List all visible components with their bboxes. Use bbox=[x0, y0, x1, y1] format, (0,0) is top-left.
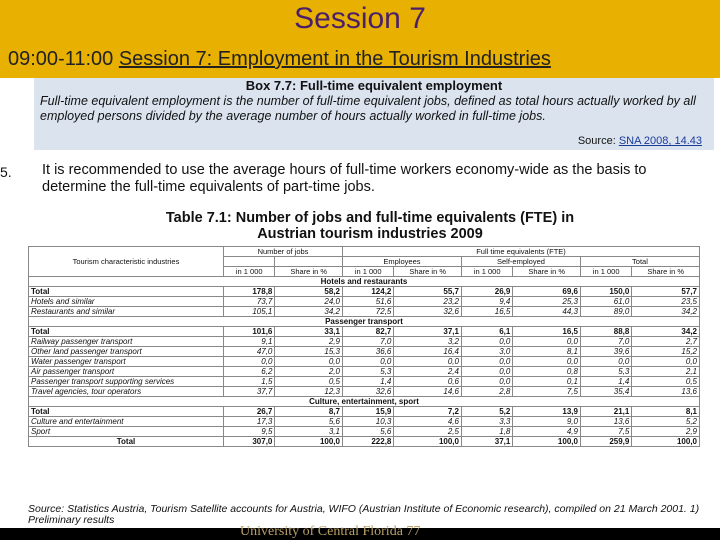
footer-university: University of Central Florida bbox=[240, 524, 403, 539]
table-cell: 82,7 bbox=[342, 327, 393, 337]
table-cell: 35,4 bbox=[580, 387, 631, 397]
table-row bbox=[29, 407, 700, 417]
table-cell: 12,3 bbox=[275, 387, 343, 397]
row-label: Culture and entertainment bbox=[29, 417, 224, 427]
table-cell: 0,0 bbox=[461, 337, 512, 347]
table-cell: 0,0 bbox=[394, 357, 462, 367]
box-source bbox=[578, 135, 702, 147]
table-cell: 1,5 bbox=[224, 377, 275, 387]
table-cell: 0,5 bbox=[632, 377, 700, 387]
col-share: Share in % bbox=[513, 267, 581, 277]
row-label: Railway passenger transport bbox=[29, 337, 224, 347]
table-cell: 3,0 bbox=[461, 347, 512, 357]
table-cell: 8,7 bbox=[275, 407, 343, 417]
table-cell: 0,0 bbox=[632, 357, 700, 367]
table-cell: 8,1 bbox=[632, 407, 700, 417]
table-cell: 178,8 bbox=[224, 287, 275, 297]
table-cell: 51,6 bbox=[342, 297, 393, 307]
row-label: Air passenger transport bbox=[29, 367, 224, 377]
table-row bbox=[29, 377, 700, 387]
table-cell: 10,3 bbox=[342, 417, 393, 427]
box-source-link[interactable]: SNA 2008, 14.43 bbox=[618, 135, 702, 147]
grand-total-label: Total bbox=[29, 437, 224, 447]
session-heading bbox=[8, 48, 551, 71]
paragraph-number: 5. bbox=[0, 164, 12, 180]
table-cell: 5,2 bbox=[632, 417, 700, 427]
table-cell: 23,2 bbox=[394, 297, 462, 307]
table-title: Table 7.1: Number of jobs and full-time equivalents (FTE) in Austrian tourism industries 2009 bbox=[165, 210, 575, 242]
table-cell: 101,6 bbox=[224, 327, 275, 337]
table-cell: 55,7 bbox=[394, 287, 462, 297]
table-cell: 73,7 bbox=[224, 297, 275, 307]
table-cell: 100,0 bbox=[513, 437, 581, 447]
table-cell: 6,2 bbox=[224, 367, 275, 377]
table-cell: 7,2 bbox=[394, 407, 462, 417]
jobs-sub-blank bbox=[275, 257, 343, 267]
table-row bbox=[29, 327, 700, 337]
table-cell: 3,1 bbox=[275, 427, 343, 437]
table-cell: 0,0 bbox=[461, 357, 512, 367]
table-cell: 39,6 bbox=[580, 347, 631, 357]
table-cell: 1,4 bbox=[580, 377, 631, 387]
table-cell: 150,0 bbox=[580, 287, 631, 297]
table-cell: 34,2 bbox=[632, 307, 700, 317]
definition-box bbox=[34, 78, 714, 150]
col-in1000: in 1 000 bbox=[342, 267, 393, 277]
table-cell: 24,0 bbox=[275, 297, 343, 307]
total-header: Total bbox=[580, 257, 699, 267]
table-cell: 44,3 bbox=[513, 307, 581, 317]
row-label: Restaurants and similar bbox=[29, 307, 224, 317]
row-label: Hotels and similar bbox=[29, 297, 224, 307]
table-cell: 0,8 bbox=[513, 367, 581, 377]
section-header: Culture, entertainment, sport bbox=[29, 397, 700, 407]
table-cell: 58,2 bbox=[275, 287, 343, 297]
row-label: Total bbox=[29, 327, 224, 337]
table-row bbox=[29, 417, 700, 427]
grand-total-row bbox=[29, 437, 700, 447]
table-row bbox=[29, 357, 700, 367]
table-cell: 259,9 bbox=[580, 437, 631, 447]
table-cell: 5,6 bbox=[275, 417, 343, 427]
table-cell: 6,1 bbox=[461, 327, 512, 337]
document-page bbox=[0, 78, 720, 528]
table-cell: 33,1 bbox=[275, 327, 343, 337]
table-cell: 16,4 bbox=[394, 347, 462, 357]
jobs-sub-blank bbox=[224, 257, 275, 267]
session-header bbox=[0, 40, 720, 78]
table-cell: 9,5 bbox=[224, 427, 275, 437]
table-cell: 0,0 bbox=[461, 377, 512, 387]
table-cell: 16,5 bbox=[461, 307, 512, 317]
box-title: Box 7.7: Full-time equivalent employment bbox=[245, 78, 503, 93]
table-cell: 0,6 bbox=[394, 377, 462, 387]
box-body: Full-time equivalent employment is the number of full-time equivalent jobs, defined as total hours actually worked by all employed persons divided by the average number of hours actually worked in full-time jobs. bbox=[40, 94, 696, 123]
table-cell: 13,6 bbox=[632, 387, 700, 397]
table-cell: 34,2 bbox=[275, 307, 343, 317]
row-label: Passenger transport supporting services bbox=[29, 377, 224, 387]
table-cell: 72,5 bbox=[342, 307, 393, 317]
table-row bbox=[29, 387, 700, 397]
table-cell: 69,6 bbox=[513, 287, 581, 297]
table-cell: 32,6 bbox=[394, 307, 462, 317]
table-cell: 0,0 bbox=[224, 357, 275, 367]
table-cell: 37,7 bbox=[224, 387, 275, 397]
employees-header: Employees bbox=[342, 257, 461, 267]
slide-title: Session 7 bbox=[294, 2, 426, 35]
table-cell: 14,6 bbox=[394, 387, 462, 397]
session-time: 09:00-11:00 bbox=[8, 48, 114, 70]
table-cell: 2,0 bbox=[275, 367, 343, 377]
table-cell: 0,0 bbox=[342, 357, 393, 367]
table-row bbox=[29, 287, 700, 297]
page-number: 77 bbox=[406, 524, 421, 539]
table-cell: 47,0 bbox=[224, 347, 275, 357]
fte-table bbox=[28, 246, 700, 447]
table-cell: 0,1 bbox=[513, 377, 581, 387]
table-cell: 2,1 bbox=[632, 367, 700, 377]
table-row bbox=[29, 297, 700, 307]
fte-header: Full time equivalents (FTE) bbox=[342, 247, 699, 257]
table-cell: 21,1 bbox=[580, 407, 631, 417]
table-cell: 124,2 bbox=[342, 287, 393, 297]
table-cell: 17,3 bbox=[224, 417, 275, 427]
table-cell: 13,9 bbox=[513, 407, 581, 417]
table-cell: 1,8 bbox=[461, 427, 512, 437]
col-in1000: in 1 000 bbox=[224, 267, 275, 277]
jobs-header: Number of jobs bbox=[224, 247, 343, 257]
table-cell: 2,4 bbox=[394, 367, 462, 377]
row-label: Total bbox=[29, 407, 224, 417]
table-cell: 7,5 bbox=[580, 427, 631, 437]
table-row bbox=[29, 347, 700, 357]
table-cell: 3,2 bbox=[394, 337, 462, 347]
table-cell: 7,5 bbox=[513, 387, 581, 397]
table-cell: 9,0 bbox=[513, 417, 581, 427]
table-cell: 57,7 bbox=[632, 287, 700, 297]
table-cell: 3,3 bbox=[461, 417, 512, 427]
section-header: Passenger transport bbox=[29, 317, 700, 327]
col-share: Share in % bbox=[632, 267, 700, 277]
table-cell: 100,0 bbox=[632, 437, 700, 447]
table-source-note: Source: Statistics Austria, Tourism Satellite accounts for Austria, WIFO (Austrian Institute of Economic research), compiled on 21 March 2001. 1) Preliminary results bbox=[28, 503, 700, 526]
table-cell: 0,0 bbox=[461, 367, 512, 377]
recommendation-paragraph: It is recommended to use the average hours of full-time workers economy-wide as the basis to determine the full-time equivalents of part-time jobs. bbox=[42, 162, 647, 195]
table-cell: 25,3 bbox=[513, 297, 581, 307]
table-cell: 9,1 bbox=[224, 337, 275, 347]
table-cell: 105,1 bbox=[224, 307, 275, 317]
table-cell: 5,3 bbox=[342, 367, 393, 377]
table-cell: 26,9 bbox=[461, 287, 512, 297]
row-label: Sport bbox=[29, 427, 224, 437]
row-label: Other land passenger transport bbox=[29, 347, 224, 357]
col-in1000: in 1 000 bbox=[580, 267, 631, 277]
row-label: Water passenger transport bbox=[29, 357, 224, 367]
col-in1000: in 1 000 bbox=[461, 267, 512, 277]
table-cell: 307,0 bbox=[224, 437, 275, 447]
table-cell: 13,6 bbox=[580, 417, 631, 427]
table-cell: 8,1 bbox=[513, 347, 581, 357]
col-share: Share in % bbox=[394, 267, 462, 277]
table-cell: 4,6 bbox=[394, 417, 462, 427]
table-cell: 4,9 bbox=[513, 427, 581, 437]
footer-text bbox=[240, 524, 420, 540]
table-cell: 0,0 bbox=[580, 357, 631, 367]
section-header: Hotels and restaurants bbox=[29, 277, 700, 287]
table-cell: 16,5 bbox=[513, 327, 581, 337]
table-cell: 15,2 bbox=[632, 347, 700, 357]
table-cell: 5,2 bbox=[461, 407, 512, 417]
table-cell: 15,3 bbox=[275, 347, 343, 357]
table-cell: 37,1 bbox=[394, 327, 462, 337]
table-cell: 34,2 bbox=[632, 327, 700, 337]
table-row bbox=[29, 337, 700, 347]
table-cell: 0,0 bbox=[513, 337, 581, 347]
session-link[interactable]: Session 7: Employment in the Tourism Industries bbox=[118, 48, 551, 70]
table-cell: 0,0 bbox=[513, 357, 581, 367]
self-employed-header: Self-employed bbox=[461, 257, 580, 267]
table-cell: 2,9 bbox=[275, 337, 343, 347]
table-cell: 1,4 bbox=[342, 377, 393, 387]
table-cell: 37,1 bbox=[461, 437, 512, 447]
table-cell: 5,6 bbox=[342, 427, 393, 437]
table-cell: 100,0 bbox=[394, 437, 462, 447]
table-cell: 32,6 bbox=[342, 387, 393, 397]
table-cell: 61,0 bbox=[580, 297, 631, 307]
table-cell: 2,8 bbox=[461, 387, 512, 397]
table-cell: 15,9 bbox=[342, 407, 393, 417]
table-cell: 5,3 bbox=[580, 367, 631, 377]
box-source-prefix: Source: bbox=[577, 135, 619, 147]
table-cell: 2,7 bbox=[632, 337, 700, 347]
table-row bbox=[29, 367, 700, 377]
row-label: Travel agencies, tour operators bbox=[29, 387, 224, 397]
table-cell: 100,0 bbox=[275, 437, 343, 447]
table-cell: 0,5 bbox=[275, 377, 343, 387]
slide-title-bar bbox=[0, 0, 720, 40]
col-share: Share in % bbox=[275, 267, 343, 277]
row-label-header: Tourism characteristic industries bbox=[29, 247, 224, 277]
table-cell: 222,8 bbox=[342, 437, 393, 447]
table-cell: 89,0 bbox=[580, 307, 631, 317]
table-cell: 26,7 bbox=[224, 407, 275, 417]
table-row bbox=[29, 427, 700, 437]
table-cell: 7,0 bbox=[342, 337, 393, 347]
table-cell: 23,5 bbox=[632, 297, 700, 307]
table-cell: 88,8 bbox=[580, 327, 631, 337]
table-row bbox=[29, 307, 700, 317]
footer-bar bbox=[0, 524, 720, 540]
table-cell: 2,9 bbox=[632, 427, 700, 437]
table-cell: 7,0 bbox=[580, 337, 631, 347]
table-cell: 2,5 bbox=[394, 427, 462, 437]
table-cell: 9,4 bbox=[461, 297, 512, 307]
table-cell: 0,0 bbox=[275, 357, 343, 367]
table-cell: 36,6 bbox=[342, 347, 393, 357]
row-label: Total bbox=[29, 287, 224, 297]
